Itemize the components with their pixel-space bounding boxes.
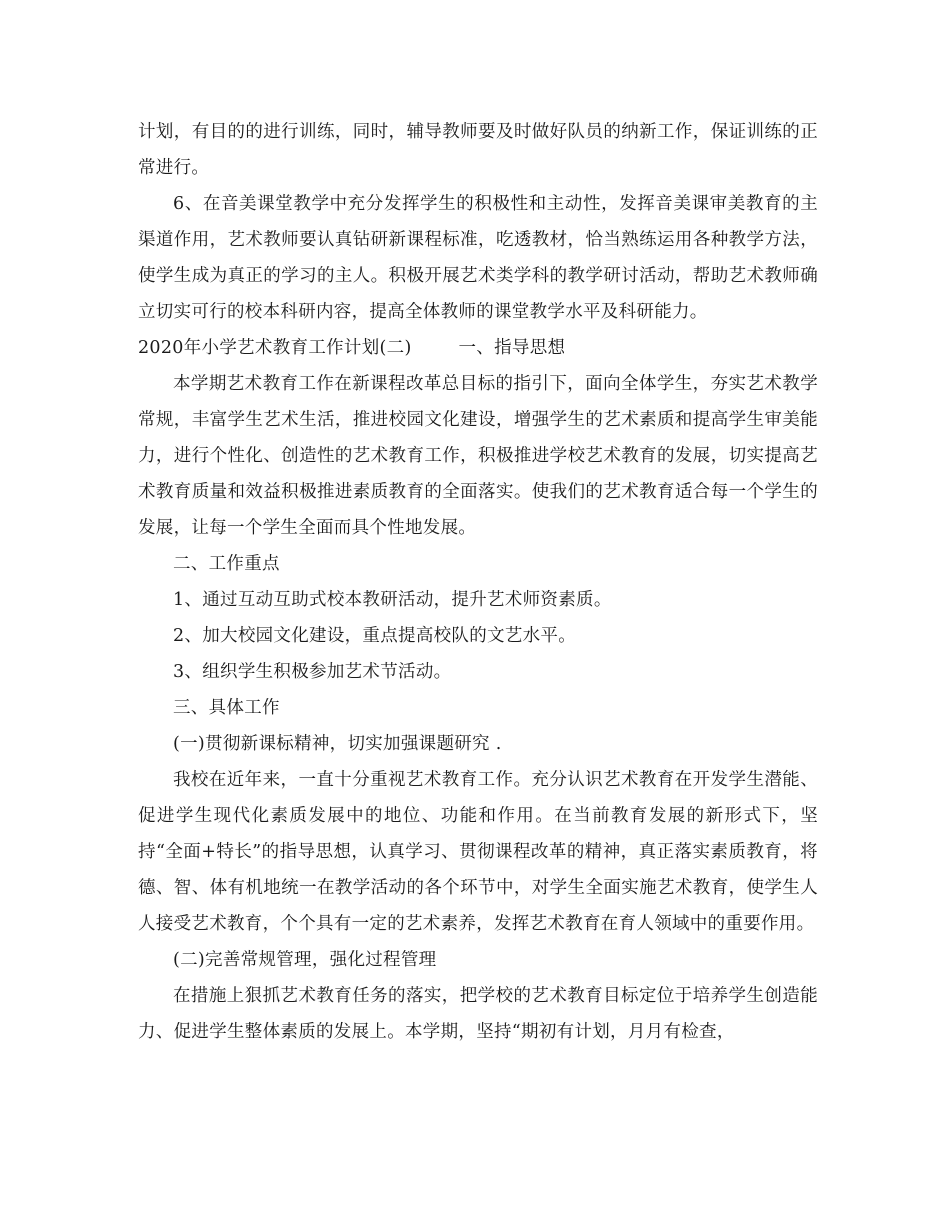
paragraph-guiding-ideas: 本学期艺术教育工作在新课程改革总目标的指引下，面向全体学生，夯实艺术教学常规，丰富学生艺术生活，推进校园文化建设，增强学生的艺术素质和提高学生审美能力，进行个性化、创造性的艺术教育工作，积极推进学校艺术教育的发展，切实提高艺术教育质量和效益积极推进素质教育的全面落实。使我们的艺术教育适合每一个学生的发展，让每一个学生全面而具个性地发展。 [138, 374, 818, 538]
paragraph-work-2-body: 在措施上狠抓艺术教育任务的落实，把学校的艺术教育目标定位于培养学生创造能力、促进学生整体素质的发展上。本学期，坚持“期初有计划，月月有检查， [138, 986, 818, 1042]
paragraph-item-6: 6、在音美课堂教学中充分发挥学生的积极性和主动性，发挥音美课审美教育的主渠道作用，艺术教师要认真钻研新课程标准，吃透教材，恰当熟练运用各种教学方法，使学生成为真正的学习的主人。积极开展艺术类学科的教学研讨活动，帮助艺术教师确立切实可行的校本科研内容，提高全体教师的课堂教学水平及科研能力。 [138, 194, 818, 322]
subheading-work-2: (二)完善常规管理，强化过程管理 [173, 950, 437, 970]
paragraph-work-1-body: 我校在近年来，一直十分重视艺术教育工作。充分认识艺术教育在开发学生潜能、促进学生现代化素质发展中的地位、功能和作用。在当前教育发展的新形式下，坚持“全面+特长”的指导思想，认真学习、贯彻课程改革的精神，真正落实素质教育，将德、智、体有机地统一在教学活动的各个环节中，对学生全面实施艺术教育，使学生人人接受艺术教育，个个具有一定的艺术素养，发挥艺术教育在育人领域中的重要作用。 [138, 770, 818, 934]
section-title-plan-two: 2020年小学艺术教育工作计划(二) 一、指导思想 [138, 338, 566, 358]
heading-specific-work: 三、具体工作 [173, 698, 280, 718]
list-item-focus-1: 1、通过互动互助式校本教研活动，提升艺术师资素质。 [173, 590, 612, 610]
list-item-focus-2: 2、加大校园文化建设，重点提高校队的文艺水平。 [173, 626, 577, 646]
document-body [138, 114, 818, 1050]
subheading-work-1: (一)贯彻新课标精神，切实加强课题研究 . [173, 734, 502, 754]
list-item-focus-3: 3、组织学生积极参加艺术节活动。 [173, 662, 452, 682]
heading-work-focus: 二、工作重点 [173, 554, 280, 574]
paragraph-continuation: 计划，有目的的进行训练，同时，辅导教师要及时做好队员的纳新工作，保证训练的正常进行。 [138, 122, 818, 178]
